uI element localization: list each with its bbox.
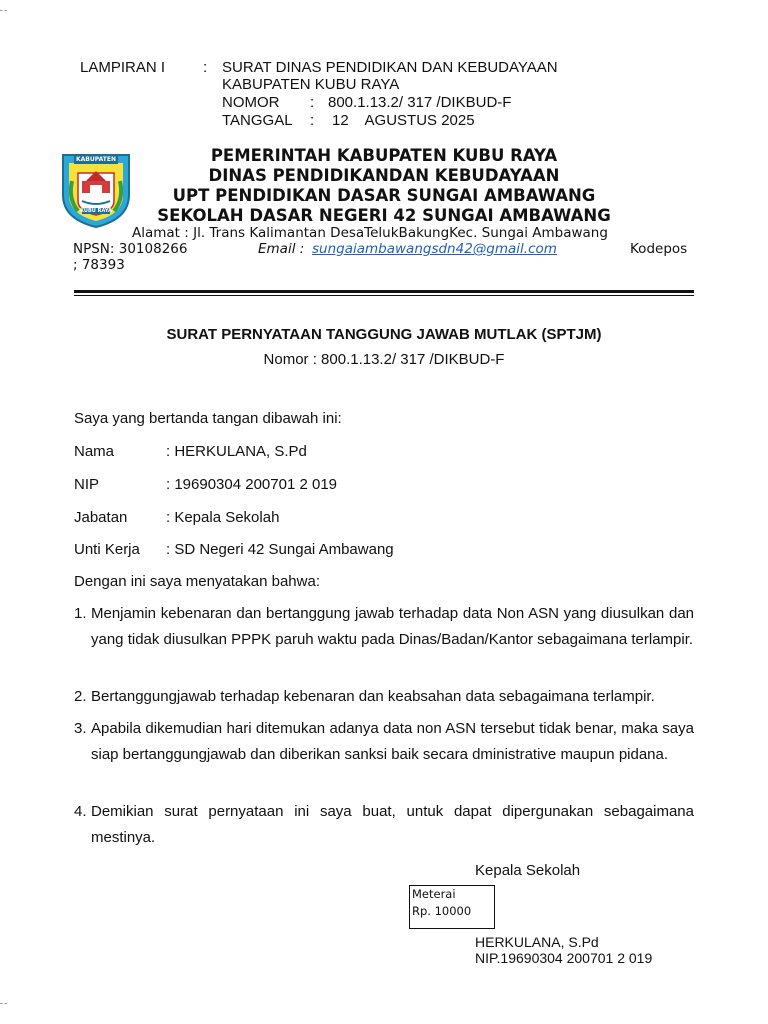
letterhead-divider-thin (74, 295, 694, 296)
letterhead-line2: DINAS PENDIDIKANDAN KEBUDAYAAN (208, 166, 560, 185)
identity-label-unit: Unti Kerja (74, 541, 140, 558)
identity-value-nip: : 19690304 200701 2 019 (166, 476, 337, 493)
list-item-text: Apabila dikemudian hari ditemukan adanya data non ASN tersebut tidak benar, maka saya siap bertanggungjawab dan diberikan sanksi baik secara dministrative maupun pidana. (91, 720, 694, 763)
page-edge-mark-bottom (0, 1003, 7, 1004)
letterhead-kodepos-label: Kodepos (630, 241, 688, 257)
letterhead-divider-thick (74, 290, 694, 293)
letterhead-npsn: NPSN: 30108266 (73, 241, 188, 257)
letterhead-address: Alamat : Jl. Trans Kalimantan DesaTelukBakungKec. Sungai Ambawang (132, 225, 608, 241)
meterai-stamp-box (409, 885, 495, 929)
list-item-text: Bertanggungjawab terhadap kebenaran dan keabsahan data sebagaimana terlampir. (91, 688, 655, 705)
identity-value-position: : Kepala Sekolah (166, 509, 280, 526)
lampiran-line2: KABUPATEN KUBU RAYA (222, 76, 400, 93)
lampiran-label: LAMPIRAN I (80, 59, 166, 76)
nomor-value: 800.1.13.2/ 317 /DIKBUD-F (328, 94, 512, 111)
letterhead-line3: UPT PENDIDIKAN DASAR SUNGAI AMBAWANG (172, 186, 596, 205)
identity-value-name: : HERKULANA, S.Pd (166, 443, 307, 460)
identity-value-unit: : SD Negeri 42 Sungai Ambawang (166, 541, 394, 558)
document-number: Nomor : 800.1.13.2/ 317 /DIKBUD-F (263, 351, 505, 368)
meterai-amount: Rp. 10000 (412, 904, 472, 918)
tanggal-value: 12 AGUSTUS 2025 (332, 112, 475, 129)
letterhead-kodepos-value: ; 78393 (73, 257, 125, 273)
list-item-number: 4. (74, 803, 87, 820)
list-item-number: 1. (74, 605, 87, 622)
list-item-text: Demikian surat pernyataan ini saya buat, untuk dapat dipergunakan sebagaimana mestinya. (91, 803, 694, 846)
letterhead-email-label: Email : (258, 241, 305, 257)
signature-name: HERKULANA, S.Pd (475, 934, 599, 950)
nomor-colon: : (310, 94, 315, 111)
letterhead-line4: SEKOLAH DASAR NEGERI 42 SUNGAI AMBAWANG (157, 206, 611, 225)
tanggal-label: TANGGAL (222, 112, 293, 129)
list-item (74, 716, 694, 794)
lampiran-line1: SURAT DINAS PENDIDIKAN DAN KEBUDAYAAN (222, 59, 558, 76)
list-item-number: 2. (74, 688, 87, 705)
list-item-text: Menjamin kebenaran dan bertanggung jawab terhadap data Non ASN yang diusulkan dan yang tidak diusulkan PPPK paruh waktu pada Dinas/Badan/Kantor sebagaimana terlampir. (91, 605, 694, 648)
logo-top-text: KABUPATEN (76, 156, 116, 163)
identity-label-position: Jabatan (74, 509, 128, 526)
signature-nip: NIP.19690304 200701 2 019 (475, 950, 653, 966)
identity-label-nip: NIP (74, 476, 100, 493)
list-item-number: 3. (74, 720, 87, 737)
nomor-label: NOMOR (222, 94, 280, 111)
letterhead-line1: PEMERINTAH KABUPATEN KUBU RAYA (210, 146, 558, 165)
letterhead-email-link[interactable]: sungaiambawangsdn42@gmail.com (312, 241, 557, 257)
list-item (74, 799, 694, 851)
statement-intro: Dengan ini saya menyatakan bahwa: (74, 573, 320, 590)
list-item (74, 601, 694, 679)
kubu-raya-logo (60, 151, 132, 229)
meterai-label: Meterai (412, 887, 456, 901)
identity-label-name: Nama (74, 443, 115, 460)
page-edge-mark-top (0, 10, 7, 11)
document-title: SURAT PERNYATAAN TANGGUNG JAWAB MUTLAK (SPTJM) (166, 326, 602, 343)
intro-text: Saya yang bertanda tangan dibawah ini: (74, 410, 342, 427)
list-item (74, 684, 694, 710)
signature-position: Kepala Sekolah (475, 862, 581, 879)
logo-bottom-text: KUBU RAYA (80, 208, 112, 214)
lampiran-colon: : (203, 59, 208, 76)
tanggal-colon: : (310, 112, 315, 129)
